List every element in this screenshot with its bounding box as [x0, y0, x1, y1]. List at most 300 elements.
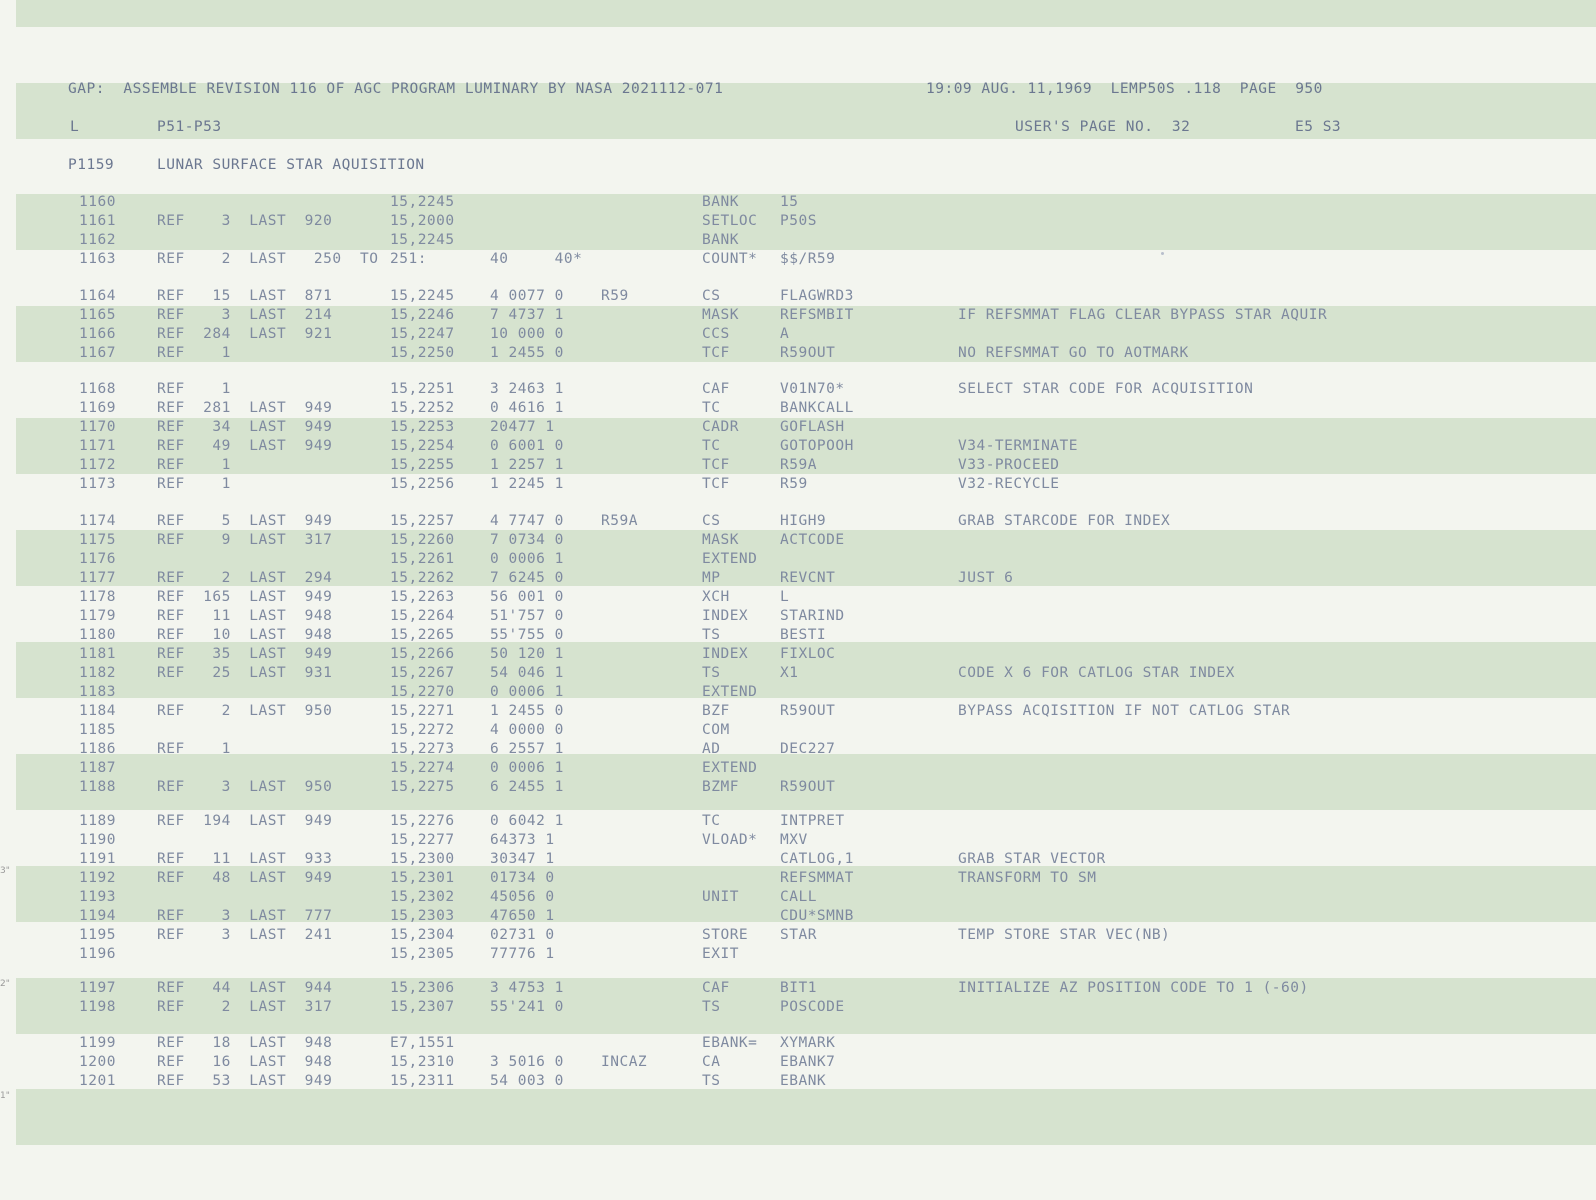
- line-number: 1182: [79, 665, 116, 681]
- ref-info: REF 49 LAST 949: [157, 438, 333, 454]
- line-number: 1184: [79, 703, 116, 719]
- ref-info: REF 281 LAST 949: [157, 400, 333, 416]
- octal-code: 50 120 1: [490, 646, 564, 662]
- opcode: CAF: [702, 980, 730, 996]
- label: INCAZ: [601, 1054, 648, 1070]
- operand: EBANK7: [780, 1054, 836, 1070]
- opcode: SETLOC: [702, 213, 758, 229]
- line-number: 1186: [79, 741, 116, 757]
- octal-code: 1 2455 0: [490, 703, 564, 719]
- address: 15,2256: [390, 476, 455, 492]
- line-number: 1179: [79, 608, 116, 624]
- listing-row: [0, 306, 1596, 325]
- address: E7,1551: [390, 1035, 455, 1051]
- listing-row: [0, 569, 1596, 588]
- opcode: MASK: [702, 307, 739, 323]
- octal-code: 0 0006 1: [490, 551, 564, 567]
- address: 15,2266: [390, 646, 455, 662]
- line-number: 1160: [79, 194, 116, 210]
- address: 15,2257: [390, 513, 455, 529]
- listing-row: [0, 907, 1596, 926]
- ref-info: REF 9 LAST 317: [157, 532, 333, 548]
- operand: REVCNT: [780, 570, 836, 586]
- operand: MXV: [780, 832, 808, 848]
- address: 15,2271: [390, 703, 455, 719]
- listing-row: [0, 888, 1596, 907]
- ref-info: REF 44 LAST 944: [157, 980, 333, 996]
- ref-info: REF 48 LAST 949: [157, 870, 333, 886]
- listing-row: [0, 998, 1596, 1017]
- address: 15,2311: [390, 1073, 455, 1089]
- octal-code: 0 6001 0: [490, 438, 564, 454]
- listing-row: [0, 702, 1596, 721]
- operand: 15: [780, 194, 799, 210]
- operand: DEC227: [780, 741, 836, 757]
- octal-code: 77776 1: [490, 946, 555, 962]
- listing-row: [0, 512, 1596, 531]
- octal-code: 1 2455 0: [490, 345, 564, 361]
- listing-row: [0, 588, 1596, 607]
- address: 15,2263: [390, 589, 455, 605]
- margin-mark: 3": [0, 866, 10, 876]
- operand: CDU*SMNB: [780, 908, 854, 924]
- line-number: 1167: [79, 345, 116, 361]
- listing-row: [0, 1072, 1596, 1091]
- opcode: EBANK=: [702, 1035, 758, 1051]
- listing-row: [0, 456, 1596, 475]
- line-number: 1183: [79, 684, 116, 700]
- operand: P50S: [780, 213, 817, 229]
- operand: CATLOG,1: [780, 851, 854, 867]
- listing-row: [0, 193, 1596, 212]
- line-number: 1166: [79, 326, 116, 342]
- octal-code: 0 4616 1: [490, 400, 564, 416]
- comment: V33-PROCEED: [958, 457, 1060, 473]
- paper-speck: [1161, 252, 1164, 255]
- listing-row: [0, 550, 1596, 569]
- comment: V32-RECYCLE: [958, 476, 1060, 492]
- line-number: 1198: [79, 999, 116, 1015]
- subheader-code: E5 S3: [1295, 119, 1342, 135]
- line-number: 1190: [79, 832, 116, 848]
- octal-code: 4 7747 0: [490, 513, 564, 529]
- line-number: 1163: [79, 251, 116, 267]
- opcode: INDEX: [702, 646, 749, 662]
- operand: BANKCALL: [780, 400, 854, 416]
- ref-info: REF 11 LAST 948: [157, 608, 333, 624]
- address: 15,2245: [390, 288, 455, 304]
- opcode: EXIT: [702, 946, 739, 962]
- operand: BESTI: [780, 627, 827, 643]
- listing-row: [0, 683, 1596, 702]
- subheader-title: P51-P53: [157, 119, 222, 135]
- line-number: 1185: [79, 722, 116, 738]
- address: 15,2253: [390, 419, 455, 435]
- line-number: 1164: [79, 288, 116, 304]
- operand: R59A: [780, 457, 817, 473]
- octal-code: 47650 1: [490, 908, 555, 924]
- operand: X1: [780, 665, 799, 681]
- listing-row: [0, 645, 1596, 664]
- ref-info: REF 3 LAST 241: [157, 927, 333, 943]
- listing-row: [0, 607, 1596, 626]
- comment: TEMP STORE STAR VEC(NB): [958, 927, 1171, 943]
- address: 15,2265: [390, 627, 455, 643]
- operand: FLAGWRD3: [780, 288, 854, 304]
- listing-row: [0, 250, 1596, 269]
- line-number: 1180: [79, 627, 116, 643]
- header-title: GAP: ASSEMBLE REVISION 116 OF AGC PROGRAM LUMINARY BY NASA 2021112-071: [68, 81, 724, 97]
- octal-code: 45056 0: [490, 889, 555, 905]
- listing-row: [0, 979, 1596, 998]
- operand: STARIND: [780, 608, 845, 624]
- listing-row: [0, 869, 1596, 888]
- comment: IF REFSMMAT FLAG CLEAR BYPASS STAR AQUIR: [958, 307, 1328, 323]
- green-bar: [16, 1089, 1596, 1145]
- ref-info: REF 2 LAST 250 TO: [157, 251, 379, 267]
- address: 15,2261: [390, 551, 455, 567]
- section-id: P1159: [68, 157, 115, 173]
- operand: R59OUT: [780, 703, 836, 719]
- address: 15,2305: [390, 946, 455, 962]
- header-line: [0, 80, 1596, 99]
- listing-row: [0, 475, 1596, 494]
- ref-info: REF 18 LAST 948: [157, 1035, 333, 1051]
- operand: FIXLOC: [780, 646, 836, 662]
- operand: STAR: [780, 927, 817, 943]
- subheader-line: [0, 118, 1596, 137]
- opcode: INDEX: [702, 608, 749, 624]
- line-number: 1187: [79, 760, 116, 776]
- line-number: 1162: [79, 232, 116, 248]
- ref-info: REF 1: [157, 457, 231, 473]
- margin-mark: 2": [0, 979, 10, 989]
- opcode: CS: [702, 288, 721, 304]
- subheader-mark: L: [70, 119, 80, 135]
- opcode: CAF: [702, 381, 730, 397]
- line-number: 1181: [79, 646, 116, 662]
- opcode: BANK: [702, 194, 739, 210]
- operand: REFSMBIT: [780, 307, 854, 323]
- line-number: 1200: [79, 1054, 116, 1070]
- octal-code: 7 0734 0: [490, 532, 564, 548]
- ref-info: REF 165 LAST 949: [157, 589, 333, 605]
- label: R59: [601, 288, 629, 304]
- address: 15,2300: [390, 851, 455, 867]
- header-timestamp: 19:09 AUG. 11,1969 LEMP50S .118 PAGE 950: [926, 81, 1323, 97]
- listing-row: [0, 1034, 1596, 1053]
- address: 15,2245: [390, 194, 455, 210]
- listing-row: [0, 759, 1596, 778]
- listing-row: [0, 344, 1596, 363]
- line-number: 1174: [79, 513, 116, 529]
- ref-info: REF 2 LAST 950: [157, 703, 333, 719]
- line-number: 1196: [79, 946, 116, 962]
- octal-code: 0 0006 1: [490, 684, 564, 700]
- ref-info: REF 25 LAST 931: [157, 665, 333, 681]
- operand: XYMARK: [780, 1035, 836, 1051]
- address: 15,2247: [390, 326, 455, 342]
- address: 15,2306: [390, 980, 455, 996]
- opcode: XCH: [702, 589, 730, 605]
- line-number: 1172: [79, 457, 116, 473]
- line-number: 1199: [79, 1035, 116, 1051]
- comment: BYPASS ACQISITION IF NOT CATLOG STAR: [958, 703, 1291, 719]
- operand: HIGH9: [780, 513, 827, 529]
- address: 15,2267: [390, 665, 455, 681]
- opcode: TS: [702, 1073, 721, 1089]
- opcode: BANK: [702, 232, 739, 248]
- operand: REFSMMAT: [780, 870, 854, 886]
- address: 15,2275: [390, 779, 455, 795]
- operand: V01N70*: [780, 381, 845, 397]
- opcode: TC: [702, 400, 721, 416]
- line-number: 1176: [79, 551, 116, 567]
- opcode: CCS: [702, 326, 730, 342]
- opcode: UNIT: [702, 889, 739, 905]
- octal-code: 56 001 0: [490, 589, 564, 605]
- opcode: TS: [702, 665, 721, 681]
- address: 15,2272: [390, 722, 455, 738]
- address: 15,2260: [390, 532, 455, 548]
- ref-info: REF 1: [157, 381, 231, 397]
- address: 15,2245: [390, 232, 455, 248]
- address: 15,2254: [390, 438, 455, 454]
- octal-code: 6 2557 1: [490, 741, 564, 757]
- operand: R59OUT: [780, 779, 836, 795]
- ref-info: REF 35 LAST 949: [157, 646, 333, 662]
- line-number: 1197: [79, 980, 116, 996]
- line-number: 1169: [79, 400, 116, 416]
- comment: GRAB STAR VECTOR: [958, 851, 1106, 867]
- operand: $$/R59: [780, 251, 836, 267]
- opcode: TS: [702, 627, 721, 643]
- ref-info: REF 1: [157, 476, 231, 492]
- ref-info: REF 10 LAST 948: [157, 627, 333, 643]
- ref-info: REF 2 LAST 317: [157, 999, 333, 1015]
- opcode: TC: [702, 813, 721, 829]
- comment: INITIALIZE AZ POSITION CODE TO 1 (-60): [958, 980, 1309, 996]
- comment: NO REFSMMAT GO TO AOTMARK: [958, 345, 1189, 361]
- octal-code: 01734 0: [490, 870, 555, 886]
- opcode: TC: [702, 438, 721, 454]
- opcode: STORE: [702, 927, 749, 943]
- operand: EBANK: [780, 1073, 827, 1089]
- line-number: 1193: [79, 889, 116, 905]
- listing-row: [0, 437, 1596, 456]
- ref-info: REF 16 LAST 948: [157, 1054, 333, 1070]
- listing-row: [0, 778, 1596, 797]
- line-number: 1177: [79, 570, 116, 586]
- listing-row: [0, 945, 1596, 964]
- listing-row: [0, 721, 1596, 740]
- octal-code: 3 5016 0: [490, 1054, 564, 1070]
- listing-row: [0, 325, 1596, 344]
- ref-info: REF 284 LAST 921: [157, 326, 333, 342]
- octal-code: 02731 0: [490, 927, 555, 943]
- octal-code: 3 2463 1: [490, 381, 564, 397]
- comment: TRANSFORM TO SM: [958, 870, 1097, 886]
- address: 15,2262: [390, 570, 455, 586]
- listing-row: [0, 399, 1596, 418]
- octal-code: 7 6245 0: [490, 570, 564, 586]
- opcode: TCF: [702, 476, 730, 492]
- listing-row: [0, 626, 1596, 645]
- octal-code: 55'241 0: [490, 999, 564, 1015]
- listing-row: [0, 212, 1596, 231]
- opcode: AD: [702, 741, 721, 757]
- line-number: 1191: [79, 851, 116, 867]
- operand: GOFLASH: [780, 419, 845, 435]
- label: R59A: [601, 513, 638, 529]
- listing-row: [0, 831, 1596, 850]
- opcode: MASK: [702, 532, 739, 548]
- octal-code: 54 046 1: [490, 665, 564, 681]
- octal-code: 40 40*: [490, 251, 583, 267]
- line-number: 1175: [79, 532, 116, 548]
- operand: GOTOPOOH: [780, 438, 854, 454]
- octal-code: 10 000 0: [490, 326, 564, 342]
- listing-row: [0, 740, 1596, 759]
- address: 15,2310: [390, 1054, 455, 1070]
- listing-row: [0, 380, 1596, 399]
- ref-info: REF 15 LAST 871: [157, 288, 333, 304]
- green-bar: [16, 0, 1596, 27]
- ref-info: REF 3 LAST 777: [157, 908, 333, 924]
- octal-code: 7 4737 1: [490, 307, 564, 323]
- line-number: 1170: [79, 419, 116, 435]
- listing-row: [0, 287, 1596, 306]
- octal-code: 4 0000 0: [490, 722, 564, 738]
- opcode: VLOAD*: [702, 832, 758, 848]
- octal-code: 1 2245 1: [490, 476, 564, 492]
- operand: INTPRET: [780, 813, 845, 829]
- line-number: 1192: [79, 870, 116, 886]
- opcode: BZF: [702, 703, 730, 719]
- opcode: EXTEND: [702, 760, 758, 776]
- octal-code: 55'755 0: [490, 627, 564, 643]
- comment: JUST 6: [958, 570, 1014, 586]
- line-number: 1201: [79, 1073, 116, 1089]
- octal-code: 6 2455 1: [490, 779, 564, 795]
- listing-row: [0, 812, 1596, 831]
- operand: CALL: [780, 889, 817, 905]
- operand: ACTCODE: [780, 532, 845, 548]
- comment: CODE X 6 FOR CATLOG STAR INDEX: [958, 665, 1235, 681]
- octal-code: 54 003 0: [490, 1073, 564, 1089]
- section-title: LUNAR SURFACE STAR AQUISITION: [157, 157, 425, 173]
- opcode: BZMF: [702, 779, 739, 795]
- listing-row: [0, 531, 1596, 550]
- line-number: 1173: [79, 476, 116, 492]
- octal-code: 30347 1: [490, 851, 555, 867]
- ref-info: REF 194 LAST 949: [157, 813, 333, 829]
- user-page-number: USER'S PAGE NO. 32: [1015, 119, 1191, 135]
- section-line: [0, 156, 1596, 175]
- ref-info: REF 1: [157, 741, 231, 757]
- line-number: 1171: [79, 438, 116, 454]
- opcode: EXTEND: [702, 551, 758, 567]
- opcode: EXTEND: [702, 684, 758, 700]
- line-number: 1178: [79, 589, 116, 605]
- line-number: 1195: [79, 927, 116, 943]
- ref-info: REF 34 LAST 949: [157, 419, 333, 435]
- ref-info: REF 53 LAST 949: [157, 1073, 333, 1089]
- address: 15,2274: [390, 760, 455, 776]
- address: 15,2304: [390, 927, 455, 943]
- opcode: CS: [702, 513, 721, 529]
- opcode: TCF: [702, 345, 730, 361]
- octal-code: 0 6042 1: [490, 813, 564, 829]
- opcode: CA: [702, 1054, 721, 1070]
- address: 15,2302: [390, 889, 455, 905]
- listing-row: [0, 231, 1596, 250]
- listing-row: [0, 418, 1596, 437]
- opcode: TCF: [702, 457, 730, 473]
- line-number: 1188: [79, 779, 116, 795]
- address: 15,2273: [390, 741, 455, 757]
- address: 15,2251: [390, 381, 455, 397]
- comment: SELECT STAR CODE FOR ACQUISITION: [958, 381, 1254, 397]
- line-number: 1165: [79, 307, 116, 323]
- address: 15,2264: [390, 608, 455, 624]
- margin-mark: 1": [0, 1091, 10, 1101]
- opcode: COM: [702, 722, 730, 738]
- ref-info: REF 3 LAST 950: [157, 779, 333, 795]
- address: 15,2252: [390, 400, 455, 416]
- address: 15,2301: [390, 870, 455, 886]
- listing-row: [0, 850, 1596, 869]
- ref-info: REF 3 LAST 214: [157, 307, 333, 323]
- comment: GRAB STARCODE FOR INDEX: [958, 513, 1171, 529]
- octal-code: 1 2257 1: [490, 457, 564, 473]
- opcode: CADR: [702, 419, 739, 435]
- line-number: 1194: [79, 908, 116, 924]
- octal-code: 3 4753 1: [490, 980, 564, 996]
- line-number: 1168: [79, 381, 116, 397]
- address: 15,2303: [390, 908, 455, 924]
- line-number: 1189: [79, 813, 116, 829]
- comment: V34-TERMINATE: [958, 438, 1078, 454]
- address: 15,2250: [390, 345, 455, 361]
- octal-code: 0 0006 1: [490, 760, 564, 776]
- address: 15,2000: [390, 213, 455, 229]
- ref-info: REF 2 LAST 294: [157, 570, 333, 586]
- address: 15,2246: [390, 307, 455, 323]
- operand: L: [780, 589, 790, 605]
- ref-info: REF 11 LAST 933: [157, 851, 333, 867]
- ref-info: REF 1: [157, 345, 231, 361]
- octal-code: 20477 1: [490, 419, 555, 435]
- address: 15,2307: [390, 999, 455, 1015]
- address: 15,2270: [390, 684, 455, 700]
- octal-code: 64373 1: [490, 832, 555, 848]
- address: 15,2276: [390, 813, 455, 829]
- address: 251:: [390, 251, 427, 267]
- address: 15,2277: [390, 832, 455, 848]
- listing-row: [0, 926, 1596, 945]
- opcode: MP: [702, 570, 721, 586]
- ref-info: REF 5 LAST 949: [157, 513, 333, 529]
- operand: R59: [780, 476, 808, 492]
- octal-code: 51'757 0: [490, 608, 564, 624]
- operand: POSCODE: [780, 999, 845, 1015]
- listing-row: [0, 664, 1596, 683]
- address: 15,2255: [390, 457, 455, 473]
- opcode: COUNT*: [702, 251, 758, 267]
- operand: BIT1: [780, 980, 817, 996]
- opcode: TS: [702, 999, 721, 1015]
